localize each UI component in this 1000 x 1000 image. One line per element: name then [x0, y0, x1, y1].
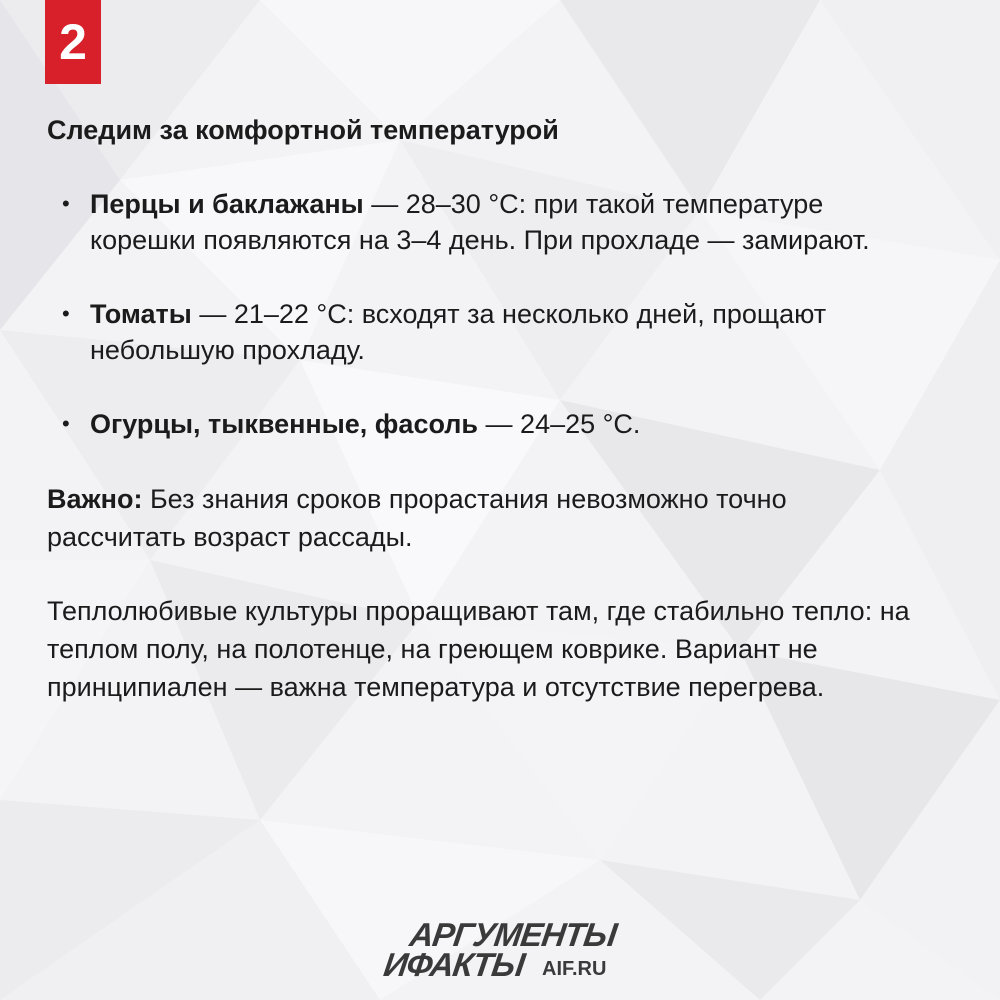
- page-number-badge: 2: [45, 0, 101, 84]
- body-paragraph: Теплолюбивые культуры проращивают там, где стабильно тепло: на теплом полу, на полотенце, на греющем коврике. Вариант не принципиален — важна температура и отсутствие перегрева.: [47, 596, 910, 702]
- crop-name: Томаты: [90, 299, 192, 329]
- bullet-icon: •: [62, 191, 70, 216]
- brand-logo: [378, 916, 638, 983]
- bullet-icon: •: [62, 411, 70, 436]
- list-item: [47, 186, 927, 258]
- list-item: [47, 296, 927, 368]
- important-label: Важно:: [47, 484, 143, 514]
- crop-name: Огурцы, тыквенные, фасоль: [90, 409, 479, 439]
- list-item: [47, 406, 927, 442]
- bullet-icon: •: [62, 301, 70, 326]
- logo-line-2: ИФАКТЫ: [381, 946, 527, 983]
- logo-domain: AIF.RU: [542, 958, 607, 980]
- logo-line-1: АРГУМЕНТЫ: [407, 916, 619, 953]
- crop-description: — 28–30 °С: при такой температуре корешки появляются на 3–4 день. При прохладе — замирают.: [90, 189, 870, 255]
- crop-name: Перцы и баклажаны: [90, 189, 364, 219]
- important-text: Без знания сроков прорастания невозможно точно рассчитать возраст рассады.: [47, 484, 787, 552]
- important-note: [47, 480, 927, 556]
- temperature-list: [47, 186, 927, 442]
- content: [47, 112, 927, 706]
- section-heading: Следим за комфортной температурой: [47, 115, 559, 145]
- crop-description: — 21–22 °С: всходят за несколько дней, прощают небольшую прохладу.: [90, 299, 827, 365]
- crop-description: — 24–25 °С.: [478, 409, 641, 439]
